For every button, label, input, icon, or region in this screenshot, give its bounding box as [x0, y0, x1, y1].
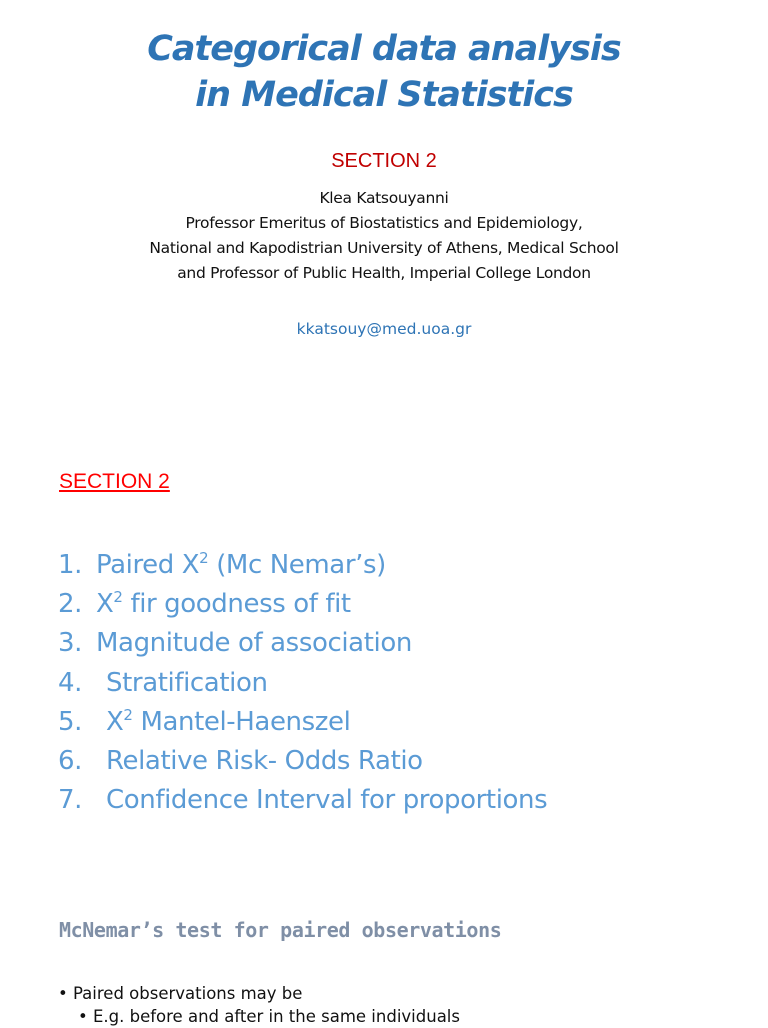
author-affiliation-2: National and Kapodistrian University of Athens, Medical School: [149, 239, 619, 257]
contents-slide: [0, 420, 768, 840]
bullet-item: • E.g. before and after in the same individuals: [78, 1007, 460, 1026]
title-line-1: Categorical data analysis: [147, 29, 621, 69]
topic-number: 2.: [58, 589, 83, 620]
contents-heading: SECTION 2: [59, 470, 170, 493]
topic-text-suffix: Mantel-Haenszel: [132, 706, 351, 737]
author-block: [0, 186, 768, 286]
topic-number: 4.: [58, 667, 83, 698]
presentation-title: [0, 26, 768, 118]
topic-text: X: [96, 589, 114, 620]
topic-text: Stratification: [106, 667, 268, 698]
topic-text-suffix: (Mc Nemar’s): [208, 550, 386, 580]
bullet-list: [58, 982, 460, 1028]
mcnemar-slide-title: McNemar’s test for paired observations: [59, 918, 502, 942]
mcnemar-slide: [0, 890, 768, 1024]
topic-item: [58, 781, 547, 820]
topic-superscript: 2: [113, 588, 123, 607]
topic-number: 1.: [58, 550, 83, 580]
title-slide: [0, 0, 768, 400]
topic-number: 5.: [58, 706, 83, 737]
section-label: SECTION 2: [331, 150, 437, 172]
topic-text: Confidence Interval for proportions: [106, 785, 548, 816]
topic-list: [58, 546, 547, 820]
title-line-2: in Medical Statistics: [195, 75, 573, 115]
author-affiliation-1: Professor Emeritus of Biostatistics and Epidemiology,: [185, 214, 583, 232]
topic-item: [58, 742, 547, 781]
topic-text: Relative Risk- Odds Ratio: [106, 746, 423, 777]
author-affiliation-3: and Professor of Public Health, Imperial College London: [177, 264, 591, 282]
topic-item: [58, 624, 547, 663]
author-email: kkatsouy@med.uoa.gr: [296, 320, 472, 338]
author-name: Klea Katsouyanni: [319, 189, 449, 207]
topic-text-suffix: fir goodness of fit: [122, 589, 351, 620]
topic-number: 3.: [58, 628, 83, 659]
topic-item: [58, 546, 547, 585]
topic-superscript: 2: [199, 549, 209, 567]
topic-item: [58, 585, 547, 624]
bullet-item: • Paired observations may be: [58, 984, 303, 1003]
topic-number: 7.: [58, 785, 83, 816]
topic-number: 6.: [58, 746, 83, 777]
topic-superscript: 2: [123, 705, 133, 724]
topic-text: Magnitude of association: [96, 628, 412, 659]
topic-text: X: [106, 706, 124, 737]
topic-item: [58, 703, 547, 742]
topic-text: Paired X: [96, 550, 200, 580]
topic-item: [58, 664, 547, 703]
